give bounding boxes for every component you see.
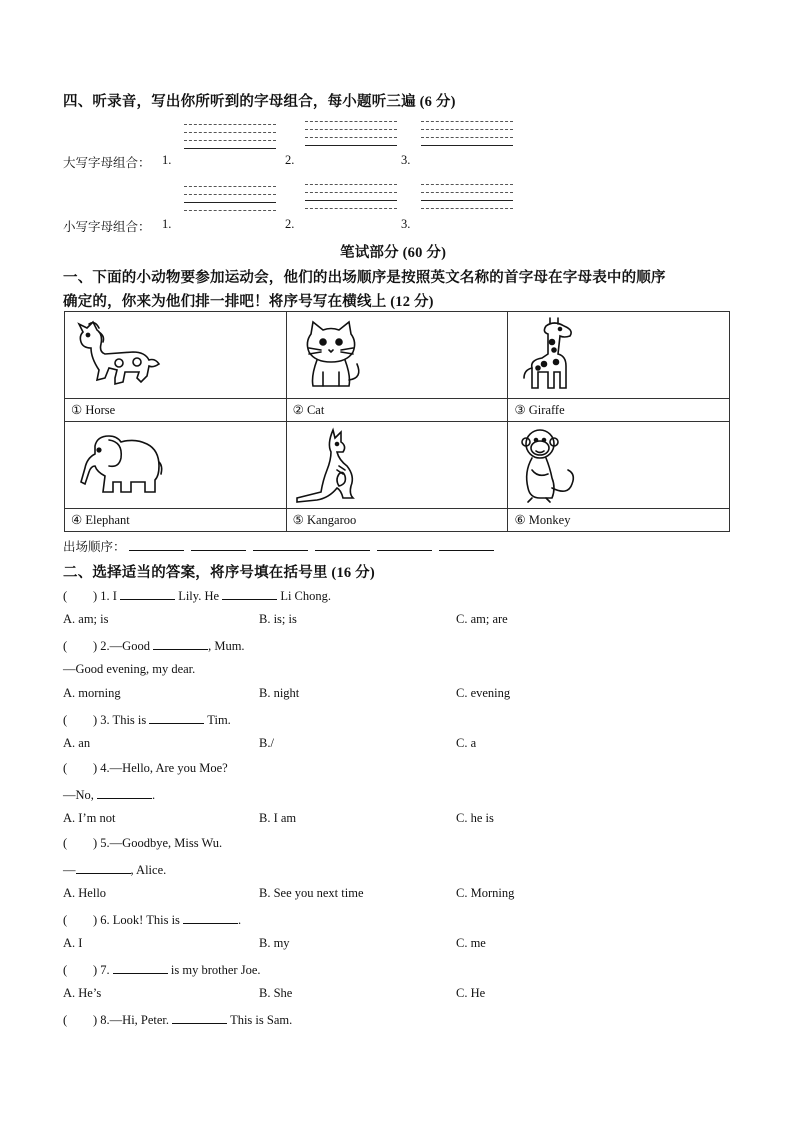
q1-blank-2[interactable] [222,587,277,600]
q5-option-b: B. See you next time [259,886,364,900]
q6-option-c: C. me [456,936,486,950]
kangaroo-cell [286,422,508,509]
question-1 [63,587,331,604]
written-part-title: 笔试部分 (60 分) [340,245,447,261]
lowercase-num-2: 2. [285,217,295,231]
cat-cell [286,312,508,399]
question-2 [63,637,245,654]
uppercase-answer-line-3[interactable] [421,121,513,151]
q6-blank[interactable] [183,911,238,924]
lowercase-num-1: 1. [162,217,172,231]
section2-title: 二、选择适当的答案，将序号填在括号里 (16 分) [63,565,375,581]
lowercase-label: 小写字母组合： [63,220,151,234]
question-3 [63,711,231,728]
animal-label-elephant: ④ Elephant [65,509,287,532]
q6-stem-a: ) 6. Look! This is [93,913,180,927]
section1-title-line2: 确定的，你来为他们排一排吧！将序号写在横线上 (12 分) [63,294,434,310]
q5-blank[interactable] [76,861,131,874]
uppercase-answer-line-1[interactable] [184,124,276,154]
question-5 [63,836,222,851]
q4-stem: ) 4.—Hello, Are you Moe? [93,761,228,775]
uppercase-num-2: 2. [285,153,295,167]
q3-option-b: B./ [259,736,274,750]
answer-bracket[interactable]: ( [63,836,68,850]
q7-option-b: B. She [259,986,293,1000]
monkey-cell [508,422,730,509]
q2-option-c: C. evening [456,686,511,700]
q2-option-b: B. night [259,686,300,700]
q4-reply-a: —No, [63,788,94,802]
uppercase-num-1: 1. [162,153,172,167]
answer-bracket[interactable]: ( [63,761,68,775]
q1-option-a: A. am; is [63,612,109,626]
q7-stem-b: is my brother Joe. [170,963,261,977]
q4-reply-b: . [152,788,156,802]
q5-option-a: A. Hello [63,886,107,900]
answer-bracket[interactable]: ( [63,713,68,727]
cat-icon [303,320,367,392]
section4-title: 四、听录音，写出你所听到的字母组合，每小题听三遍 (6 分) [63,94,456,110]
q3-option-a: A. an [63,736,91,750]
q1-stem-a: ) 1. I [93,589,117,603]
q7-stem-a: ) 7. [93,963,110,977]
kangaroo-icon [293,426,363,506]
section1-title-line1: 一、下面的小动物要参加运动会，他们的出场顺序是按照英文名称的首字母在字母表中的顺序 [63,270,666,286]
q4-option-a: A. I’m not [63,811,116,825]
order-blank-4[interactable] [315,538,370,551]
q2-stem-a: ) 2.—Good [93,639,150,653]
horse-icon [75,318,163,390]
q4-option-c: C. he is [456,811,494,825]
q6-stem-b: . [238,913,242,927]
answer-bracket[interactable]: ( [63,913,68,927]
animal-table [64,311,730,532]
answer-bracket[interactable]: ( [63,1013,68,1027]
q7-option-a: A. He’s [63,986,102,1000]
lowercase-answer-line-1[interactable] [184,186,276,216]
q2-option-a: A. morning [63,686,121,700]
q4-blank[interactable] [97,786,152,799]
q5-reply [63,861,166,878]
animal-label-horse: ① Horse [65,399,287,422]
lowercase-num-3: 3. [401,217,411,231]
q5-stem: ) 5.—Goodbye, Miss Wu. [93,836,223,850]
question-7 [63,961,261,978]
q1-stem-b: Lily. He [178,589,220,603]
q1-stem-c: Li Chong. [280,589,332,603]
q8-stem-b: This is Sam. [230,1013,293,1027]
q1-option-c: C. am; are [456,612,508,626]
question-6 [63,911,241,928]
uppercase-label: 大写字母组合： [63,156,151,170]
uppercase-num-3: 3. [401,153,411,167]
animal-label-cat: ② Cat [286,399,508,422]
order-label: 出场顺序： [63,540,126,554]
order-blank-6[interactable] [439,538,494,551]
q3-stem-a: ) 3. This is [93,713,147,727]
elephant-icon [75,432,165,496]
order-blank-3[interactable] [253,538,308,551]
q2-reply: —Good evening, my dear. [63,662,196,676]
q5-option-c: C. Morning [456,886,515,900]
order-blank-2[interactable] [191,538,246,551]
order-row [63,537,494,555]
elephant-cell [65,422,287,509]
q8-stem-a: ) 8.—Hi, Peter. [93,1013,170,1027]
order-blank-1[interactable] [129,538,184,551]
q3-option-c: C. a [456,736,477,750]
animal-label-giraffe: ③ Giraffe [508,399,730,422]
answer-bracket[interactable]: ( [63,589,68,603]
animal-label-monkey: ⑥ Monkey [508,509,730,532]
q5-reply-b: , Alice. [130,863,167,877]
q2-blank[interactable] [153,637,208,650]
order-blank-5[interactable] [377,538,432,551]
q1-option-b: B. is; is [259,612,297,626]
uppercase-answer-line-2[interactable] [305,121,397,151]
q5-reply-a: — [63,863,76,877]
question-4 [63,761,228,776]
q7-option-c: C. He [456,986,486,1000]
giraffe-cell [508,312,730,399]
q6-option-b: B. my [259,936,290,950]
q7-blank[interactable] [113,961,168,974]
q3-blank[interactable] [149,711,204,724]
question-8 [63,1011,292,1028]
monkey-icon [518,426,582,506]
answer-bracket[interactable]: ( [63,963,68,977]
lowercase-answer-line-3[interactable] [421,184,513,214]
q6-option-a: A. I [63,936,83,950]
lowercase-answer-line-2[interactable] [305,184,397,214]
q4-reply [63,786,155,803]
horse-cell [65,312,287,399]
answer-bracket[interactable]: ( [63,639,68,653]
q4-option-b: B. I am [259,811,297,825]
q8-blank[interactable] [172,1011,227,1024]
q1-blank-1[interactable] [120,587,175,600]
q2-stem-b: , Mum. [208,639,245,653]
giraffe-icon [516,316,580,394]
animal-label-kangaroo: ⑤ Kangaroo [286,509,508,532]
q3-stem-b: Tim. [207,713,231,727]
